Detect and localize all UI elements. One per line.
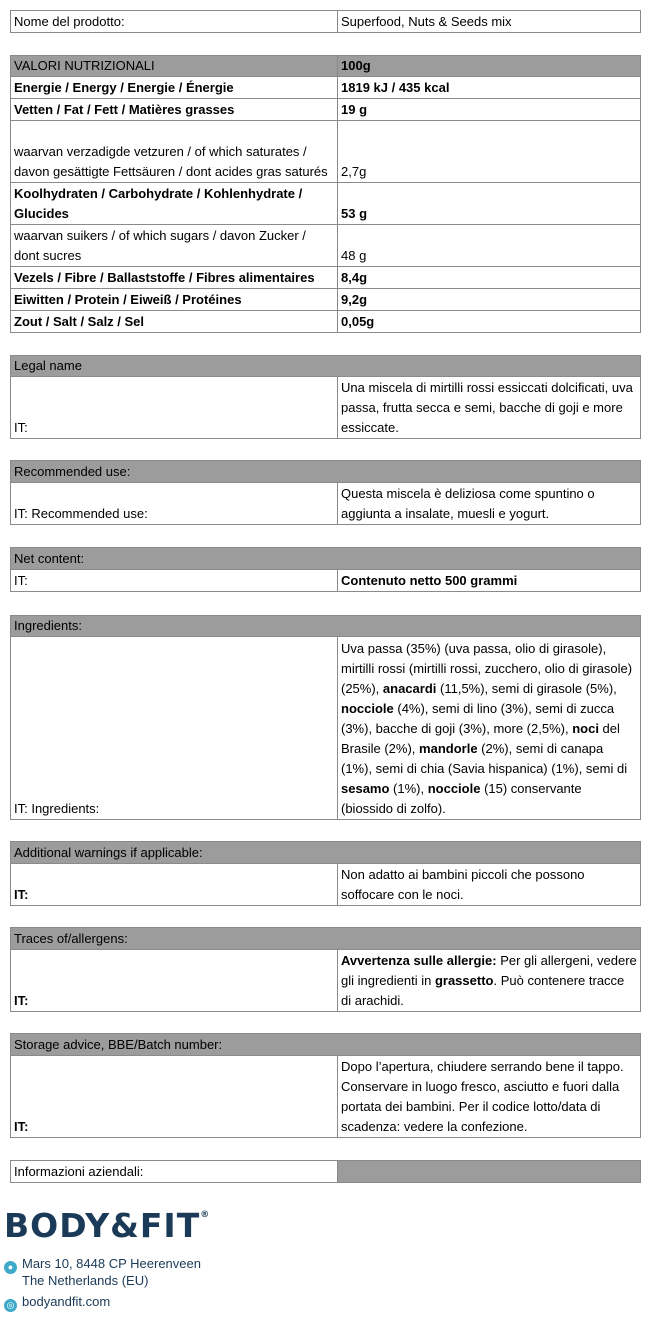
traces-text: . Può contenere tracce di arachidi. xyxy=(341,973,625,1008)
nutrition-row-label: Eiwitten / Protein / Eiweiß / Protéines xyxy=(11,289,338,311)
legal-name-label: IT: xyxy=(11,377,338,439)
allergen-almond: mandorle xyxy=(419,741,478,756)
website-link[interactable]: bodyandfit.com xyxy=(22,1294,111,1309)
storage-value: Dopo l’apertura, chiudere serrando bene il tappo. Conservare in luogo fresco, asciutto e fuori dalla portata dei bambini. Per il codice lotto/data di scadenza: vedere la confezione. xyxy=(338,1056,641,1138)
bold-word: grassetto xyxy=(434,973,494,988)
company-header: Informazioni aziendali: xyxy=(11,1161,338,1183)
recommended-use-table xyxy=(10,460,641,525)
nutrition-row-label: waarvan suikers / of which sugars / davon Zucker / dont sucres xyxy=(11,225,338,267)
warnings-header: Additional warnings if applicable: xyxy=(11,842,641,864)
nutrition-row-value: 9,2g xyxy=(338,289,641,311)
allergy-warning-title: Avvertenza sulle allergie: xyxy=(341,953,497,968)
nutrition-row-label: Zout / Salt / Salz / Sel xyxy=(11,311,338,333)
ingredients-text: (4%), semi di lino (3%), semi di zucca (3%), bacche di goji (3%), more (2,5%), xyxy=(341,701,615,736)
net-content-header: Net content: xyxy=(11,548,641,570)
legal-name-table xyxy=(10,355,641,439)
nutrition-row-value: 19 g xyxy=(338,99,641,121)
nutrition-row-label: Energie / Energy / Energie / Énergie xyxy=(11,77,338,99)
ingredients-text: (11,5%), semi di girasole (5%), xyxy=(436,681,617,696)
nutrition-row-value: 2,7g xyxy=(338,121,641,183)
nutrition-row-value: 1819 kJ / 435 kcal xyxy=(338,77,641,99)
brand-logo-text: BODY&FIT xyxy=(4,1206,201,1245)
nutrition-row-label: waarvan verzadigde vetzuren / of which saturates / davon gesättigte Fettsäuren / dont acides gras saturés xyxy=(11,121,338,183)
recommended-use-value: Questa miscela è deliziosa come spuntino o aggiunta a insalate, muesli e yogurt. xyxy=(338,483,641,525)
company-table xyxy=(10,1160,641,1183)
ingredients-text: del Brasile (2%), xyxy=(341,721,620,756)
nutrition-header-value: 100g xyxy=(338,56,641,77)
storage-header: Storage advice, BBE/Batch number: xyxy=(11,1034,641,1056)
allergen-cashew: anacardi xyxy=(382,681,437,696)
recommended-use-header: Recommended use: xyxy=(11,461,641,483)
warnings-value: Non adatto ai bambini piccoli che possono soffocare con le noci. xyxy=(338,864,641,906)
brand-logo xyxy=(4,1206,210,1245)
traces-table xyxy=(10,927,641,1012)
net-content-table xyxy=(10,547,641,592)
nutrition-row-label: Vezels / Fibre / Ballaststoffe / Fibres alimentaires xyxy=(11,267,338,289)
net-content-value: Contenuto netto 500 grammi xyxy=(338,570,641,592)
allergen-nut: noci xyxy=(572,721,599,736)
website-line[interactable] xyxy=(4,1294,110,1312)
allergen-sesame: sesamo xyxy=(341,781,390,796)
warnings-table xyxy=(10,841,641,906)
product-value: Superfood, Nuts & Seeds mix xyxy=(338,11,641,33)
allergen-hazelnut: nocciole xyxy=(427,781,481,796)
ingredients-text: (2%), semi di canapa (1%), semi di chia (Savia hispanica) (1%), semi di xyxy=(341,741,628,776)
ingredients-text: (1%), xyxy=(389,781,428,796)
trademark-mark: ® xyxy=(200,1210,211,1220)
address-line-1 xyxy=(4,1256,201,1274)
address-street: Mars 10, 8448 CP Heerenveen xyxy=(22,1256,201,1271)
ingredients-text: (15) conservante (biossido di zolfo). xyxy=(341,781,582,816)
legal-name-header: Legal name xyxy=(11,356,641,377)
traces-header: Traces of/allergens: xyxy=(11,928,641,950)
nutrition-row-value: 0,05g xyxy=(338,311,641,333)
product-label: Nome del prodotto: xyxy=(11,11,338,33)
storage-label: IT: xyxy=(11,1056,338,1138)
ingredients-header: Ingredients: xyxy=(11,616,641,637)
address-country: The Netherlands (EU) xyxy=(22,1273,149,1288)
storage-table xyxy=(10,1033,641,1138)
nutrition-row-value: 8,4g xyxy=(338,267,641,289)
ingredients-table xyxy=(10,615,641,820)
company-value xyxy=(338,1161,641,1183)
legal-name-value: Una miscela di mirtilli rossi essiccati dolcificati, uva passa, frutta secca e semi, bacche di goji e more essiccate. xyxy=(338,377,641,439)
globe-icon: ◎ xyxy=(4,1299,17,1312)
nutrition-table xyxy=(10,55,641,333)
nutrition-row-label: Vetten / Fat / Fett / Matières grasses xyxy=(11,99,338,121)
ingredients-text: Uva passa (35%) (uva passa, olio di girasole), mirtilli rossi (mirtilli rossi, zucchero, olio di girasole) (25%), xyxy=(341,641,633,696)
nutrition-row-value: 53 g xyxy=(338,183,641,225)
traces-value xyxy=(338,950,641,1012)
traces-text: Per gli allergeni, vedere gli ingredienti in xyxy=(341,953,637,988)
allergen-hazelnut: nocciole xyxy=(341,701,394,716)
traces-label: IT: xyxy=(11,950,338,1012)
nutrition-row-label: Koolhydraten / Carbohydrate / Kohlenhydrate / Glucides xyxy=(11,183,338,225)
product-table xyxy=(10,10,641,33)
location-pin-icon: ● xyxy=(4,1261,17,1274)
net-content-label: IT: xyxy=(11,570,338,592)
ingredients-label: IT: Ingredients: xyxy=(11,637,338,820)
nutrition-header-label: VALORI NUTRIZIONALI xyxy=(11,56,338,77)
ingredients-value xyxy=(338,637,641,820)
nutrition-row-value: 48 g xyxy=(338,225,641,267)
recommended-use-label: IT: Recommended use: xyxy=(11,483,338,525)
warnings-label: IT: xyxy=(11,864,338,906)
